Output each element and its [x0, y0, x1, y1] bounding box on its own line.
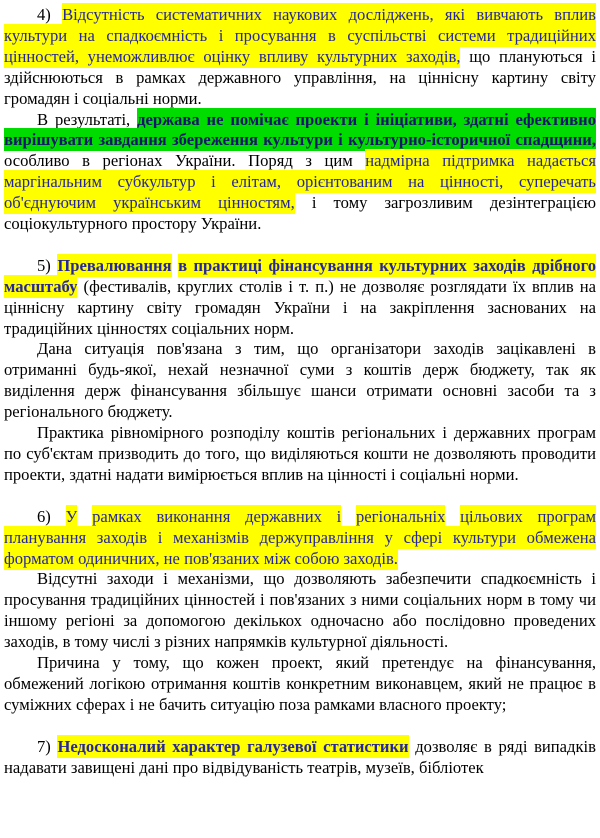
- text-run: 7): [37, 736, 58, 756]
- absent-measures-paragraph: [4, 569, 596, 653]
- text-run: В результаті,: [37, 109, 138, 129]
- highlighted-text-run: У: [65, 506, 78, 526]
- highlighted-text-run: Превалювання: [57, 255, 172, 275]
- text-run: Причина у тому, що кожен проект, який претендує на фінансування, обмежений логікою отримання коштів конкретним виконавцем, який не працює в суміжних сферах і не бачить ситуацію поза рамками власного проекту;: [4, 653, 596, 714]
- highlighted-text-run: рамках виконання державних і: [92, 506, 342, 526]
- highlighted-text-run: масштабу: [4, 276, 78, 296]
- highlighted-text-run: Недосконалий характер галузевої статистики: [57, 736, 409, 756]
- text-run: Практика рівномірного розподілу коштів регіональних і державних програм по суб'єктам призводить до того, що виділяються кошти не дозволяють проводити проекти, здатні надати вимірюється вплив на цінності і соціальні норми.: [4, 423, 596, 484]
- text-run: 4): [37, 5, 63, 24]
- text-run: і тому загрозливим дезінтеграцією соціокультурного простору України.: [4, 193, 596, 234]
- text-run: особливо в регіонах України. Поряд з цим: [4, 151, 366, 171]
- reason-paragraph: [4, 653, 596, 716]
- text-run: Відсутні заходи і механізми, що дозволяють забезпечити спадкоємність і просування традиційних цінностей і пов'язаних з ними соціальних норм в тому чи іншому регіоні за допомогою декількох одночасно або послідовно проведених заходів, в тому числі з різних напрямків культурної діяльності.: [4, 569, 596, 652]
- text-run: 6): [37, 506, 66, 526]
- text-run: що плануються і здійснюються в рамках державного управління, на ціннісну картину світу громадян і соціальні норми.: [4, 46, 597, 108]
- highlighted-text-run: держава не помічає проекти і ініціативи, здатні ефективно вирішувати завдання збереження культури і культурно-історичної спадщини,: [4, 109, 596, 150]
- practice-paragraph: [4, 423, 596, 486]
- text-run: [341, 507, 356, 526]
- text-run: Дана ситуація пов'язана з тим, що організатори заходів зацікавлені в отриманні будь-якої, нехай незначної суми з коштів держ бюджету, так як виділення держ фінансування збільшує шанси отримати основні засоби та з регіонального бюджету.: [4, 339, 596, 422]
- situation-paragraph: [4, 339, 596, 423]
- highlighted-text-run: регіональніх: [356, 506, 446, 526]
- text-run: (фестивалів, круглих столів і т. п.) не дозволяє розглядати їх вплив на ціннісну картину світу громадян України і на закріплення заснованих на традиційних цінностях соціальних норм.: [4, 276, 596, 338]
- text-run: дозволяє в ряді випадків надавати завищені дані про відвідуваність театрів, музеїв, бібліотек: [4, 736, 596, 777]
- text-run: 5): [37, 255, 58, 275]
- item-7-paragraph: [4, 737, 596, 779]
- highlighted-text-run: цільових програм планування заходів і механізмів держуправління у сфері культури обмежена форматом одиничних, не пов'язаних між собою заходів.: [4, 506, 596, 568]
- document-body: [4, 5, 596, 778]
- text-run: [77, 507, 92, 526]
- item-4-paragraph: [4, 5, 596, 110]
- highlighted-text-run: в практиці фінансування культурних заходів дрібного: [178, 255, 596, 275]
- highlighted-text-run: надмірна підтримка надається маргінальним субкультур і елітам, орієнтованим на цінності, суперечать об'єднуючим українським цінностям,: [4, 151, 597, 213]
- text-run: [445, 507, 460, 526]
- item-6-paragraph: [4, 507, 596, 570]
- highlighted-text-run: Відсутність систематичних наукових досліджень, які вивчають вплив культури на спадкоємність і просування в суспільстві системи традиційних цінностей, унеможливлює оцінку впливу культурних заходів,: [4, 5, 596, 66]
- item-5-paragraph: [4, 256, 596, 340]
- result-paragraph: [4, 110, 596, 235]
